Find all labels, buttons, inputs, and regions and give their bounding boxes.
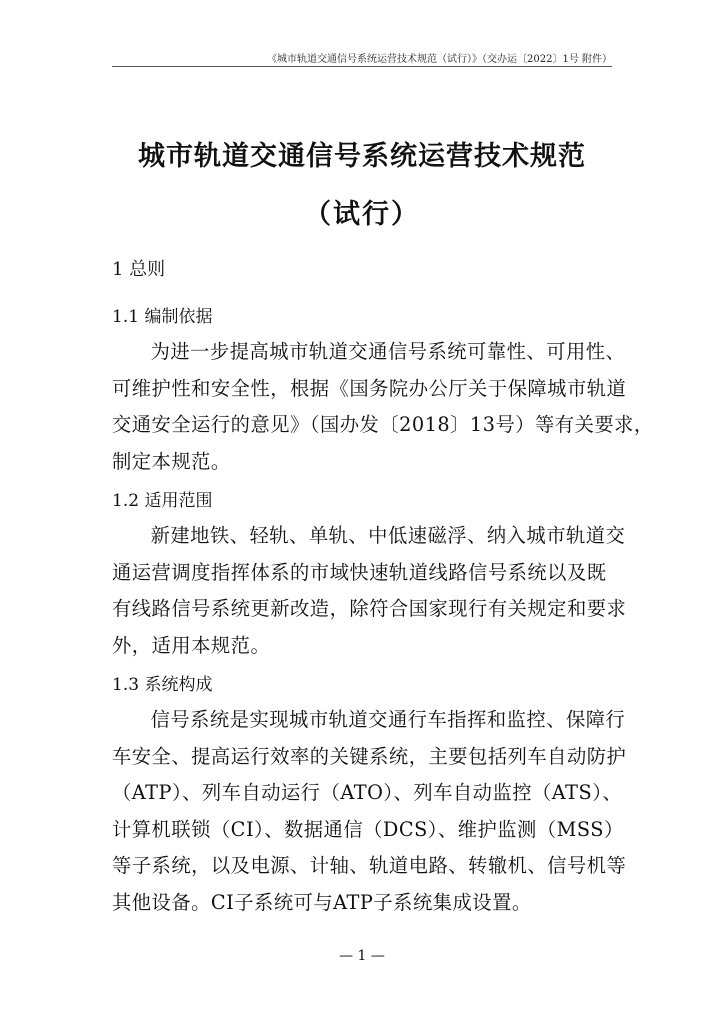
paragraph-line: 车安全、提高运行效率的关键系统，主要包括列车自动防护 (112, 744, 627, 768)
paragraph-line: 通运营调度指挥体系的市域快速轨道线路信号系统以及既 (112, 560, 607, 584)
document-subtitle: （试行） (304, 199, 420, 230)
section-heading-composition: 1.3 系统构成 (112, 675, 213, 695)
paragraph-line: 信号系统是实现城市轨道交通行车指挥和监控、保障行 (150, 708, 626, 731)
section-heading-general: 1 总则 (112, 259, 166, 280)
paragraph-line: 计算机联锁（CI）、数据通信（DCS）、维护监测（MSS） (112, 817, 624, 841)
paragraph-line: 新建地铁、轻轨、单轨、中低速磁浮、纳入城市轨道交 (150, 524, 626, 547)
paragraph-line: 等子系统，以及电源、计轴、轨道电路、转辙机、信号机等 (112, 854, 627, 877)
paragraph-scope (112, 518, 627, 664)
paragraph-basis (112, 334, 654, 480)
paragraph-composition (112, 702, 627, 921)
paragraph-line: 制定本规范。 (112, 449, 231, 473)
document-title: 城市轨道交通信号系统运营技术规范 (138, 141, 586, 172)
paragraph-line: 外，适用本规范。 (112, 633, 271, 657)
document-body (112, 254, 654, 921)
section-heading-basis: 1.1 编制依据 (112, 307, 213, 327)
page-number: — 1 — (339, 948, 385, 964)
paragraph-line: 有线路信号系统更新改造，除符合国家现行有关规定和要求 (112, 597, 627, 620)
section-heading-scope: 1.2 适用范围 (112, 491, 213, 511)
paragraph-line: 为进一步提高城市轨道交通信号系统可靠性、可用性、 (150, 340, 626, 363)
paragraph-line: （ATP）、列车自动运行（ATO）、列车自动监控（ATS）、 (112, 781, 623, 804)
header-rule (112, 66, 612, 67)
paragraph-line: 交通安全运行的意见》（国办发〔2018〕13号）等有关要求， (112, 413, 654, 436)
paragraph-line: 其他设备。CI子系统可与ATP子系统集成设置。 (112, 890, 532, 914)
running-header: 《城市轨道交通信号系统运营技术规范（试行）》（交办运〔2022〕1号 附件） (267, 54, 612, 65)
paragraph-line: 可维护性和安全性，根据《国务院办公厅关于保障城市轨道 (112, 376, 627, 400)
